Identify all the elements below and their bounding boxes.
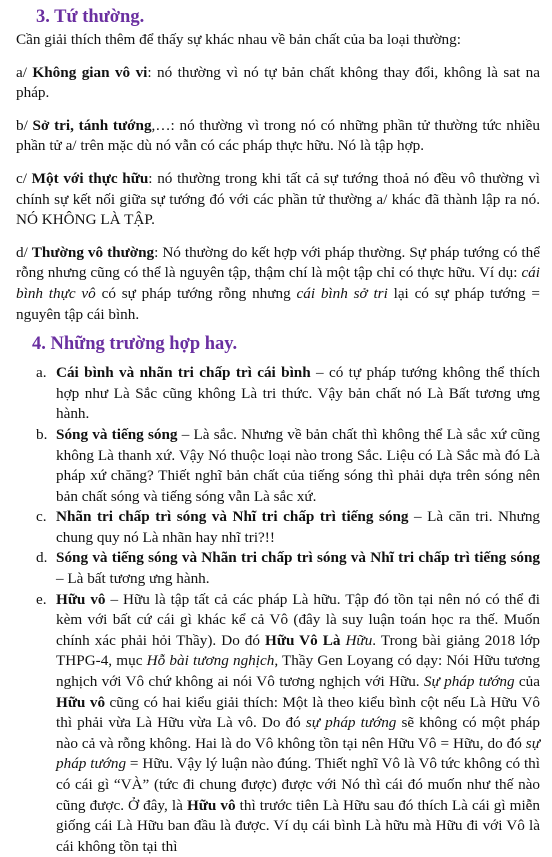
term: Cái bình và nhãn tri chấp trì cái bình (56, 364, 311, 382)
list-item-d: d. Sóng và tiếng sóng và Nhãn tri chấp trì sóng và Nhĩ tri chấp trì tiếng sóng – Là bất tương ưng hành. (16, 548, 540, 589)
list-item-b: b. Sóng và tiếng sóng – Là sắc. Nhưng về bản chất thì không thể Là sắc xứ cũng không Là thanh xứ. Vậy Nó thuộc loại nào trong Sắc. Liệu có Là Sắc mà đó Là pháp xứ chăng? Thiết nghĩ bản chất của tiếng sóng thì phải dựa trên sóng nên bản chất sóng và tiếng sóng vẫn Là sắc xứ. (16, 425, 540, 507)
list-marker: e. (36, 590, 47, 608)
item-3a: a/ Không gian vô vi: nó thường vì nó tự bản chất không thay đổi, không là sat na pháp. (16, 63, 541, 102)
section-3-intro: Cần giải thích thêm để thấy sự khác nhau về bản chất của ba loại thường: (16, 31, 461, 48)
list-marker: c. (36, 508, 47, 526)
section-3-heading: 3. Tứ thường. (36, 7, 145, 27)
term: Sở tri, tánh tướng (32, 116, 152, 134)
list-item-e: e. Hữu vô – Hữu là tập tất cả các pháp Là hữu. Tập đó tồn tại nên nó có thể đi kèm với bất cứ cái gì khác kể cả Vô (đây là suy luận toán học ra thế. Muốn chính xác phải hỏi Thầy). Do đó Hữu Vô Là Hữu. Trong bài giảng 2018 lớp THPG-4, mục Hỗ bài tương nghịch, Thầy Gen Loyang có dạy: Nói Hữu tương nghịch với Vô chứ không ai nói Vô tương nghịch với Hữu. Sự pháp tướng của Hữu vô cũng có hai kiểu giải thích: Một là theo kiểu bình cột nếu Là Hữu Vô thì phải vừa Là Hữu vừa Là vô. Do đó sự pháp tướng sẽ không có một pháp nào cả và rỗng không. Hai là do Vô không tồn tại nên Hữu Vô = Hữu, do đó sự pháp tướng = Hữu. Vậy lý luận nào đúng. Thiết nghĩ Vô là Vô tức không có thì có cái gì “VÀ” (tức đi chung được) được với Nó thì cái đó muốn như thế nào cũng được. Ở đây, là Hữu vô thì trước tiên Là Hữu sau đó thích Là cái gì miễn giống cái Là Hữu ban đầu là được. Ví dụ cái bình Là hữu mà Hữu đi với Vô là cái không tồn tại thì (16, 590, 540, 857)
item-3d: d/ Thường vô thường: Nó thường do kết hợp với pháp thường. Sự pháp tướng có thể rỗng nhưng cũng có thể là nguyên tập, thậm chí là một tập chỉ có thực hữu. Ví dụ: cái bình thực vô có sự pháp tướng rỗng nhưng cái bình sở tri lại có sự pháp tướng = nguyên tập cái bình. (16, 243, 540, 323)
term: Nhãn tri chấp trì sóng và Nhĩ tri chấp trì tiếng sóng (56, 508, 409, 526)
list-marker: a. (36, 364, 47, 382)
list-item-c: c. Nhãn tri chấp trì sóng và Nhĩ tri chấp trì tiếng sóng – Là căn tri. Nhưng chung quy nó Là nhãn hay nhĩ tri?!! (16, 507, 540, 548)
term: Thường vô thường (31, 243, 155, 261)
section-4-heading: 4. Những trường hợp hay. (32, 334, 238, 355)
item-3c: c/ Một với thực hữu: nó thường trong khi tất cả sự tướng thoả nó đều vô thường vì chính sự kết nối giữa sự tướng đó với các phần tử thường a/ khác đã thành lập ra nó. NÓ KHÔNG LÀ TẬP. (16, 169, 541, 229)
list-marker: b. (36, 425, 48, 443)
term: Một với thực hữu (31, 169, 149, 187)
term: Sóng và tiếng sóng (56, 425, 178, 443)
section-4-list (16, 363, 540, 857)
list-marker: d. (36, 549, 48, 567)
list-item-a: a. Cái bình và nhãn tri chấp trì cái bình – có tự pháp tướng không thể thích hợp như Là Sắc cũng không Là tri thức. Vậy bản chất nó Là Bất tương ưng hành. (16, 363, 540, 425)
item-3b: b/ Sở tri, tánh tướng,…: nó thường vì trong nó có những phần tử thường tức nhiều phần tử a/ trên mặc dù nó vẫn có các pháp thực hữu. Nó là tập hợp. (16, 116, 540, 155)
term: Sóng và tiếng sóng và Nhãn tri chấp trì sóng và Nhĩ tri chấp trì tiếng sóng (56, 549, 540, 567)
term: Hữu vô (56, 590, 106, 608)
term: Không gian vô vi (32, 63, 148, 81)
